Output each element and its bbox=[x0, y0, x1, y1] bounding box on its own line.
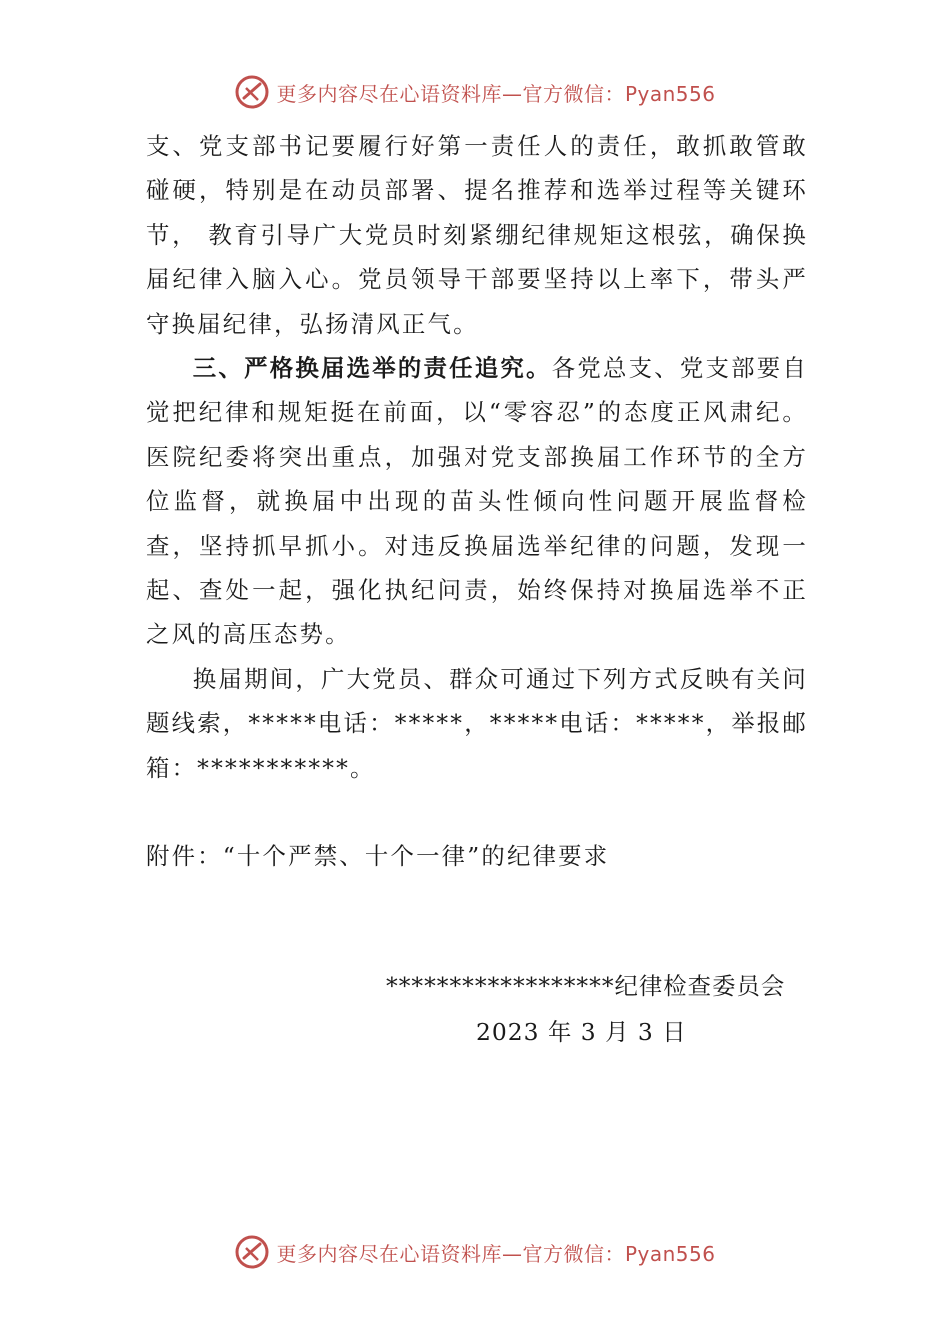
brand-logo-icon bbox=[234, 74, 270, 110]
watermark-text: 更多内容尽在心语资料库—官方微信：Pyan556 bbox=[276, 1241, 716, 1266]
section-heading: 三、严格换届选举的责任追究。 bbox=[192, 354, 552, 383]
attachment-line: 附件：“十个严禁、十个一律”的纪律要求 bbox=[146, 842, 610, 871]
paragraph-1: 支、党支部书记要履行好第一责任人的责任，敢抓敢管敢碰硬，特别是在动员部署、提名推荐和选举过程等关键环节， 教育引导广大党员时刻紧绷纪律规矩这根弦，确保换届纪律入脑入心。党员领导干部要坚持以上率下，带头严守换届纪律，弘扬清风正气。 bbox=[146, 132, 808, 338]
footer-watermark bbox=[0, 1232, 950, 1272]
paragraph-2 bbox=[146, 346, 808, 657]
signature-date: 2023 年 3 月 3 日 bbox=[476, 1018, 687, 1046]
paragraph-3: 换届期间，广大党员、群众可通过下列方式反映有关问题线索，*****电话：*****，*****电话：*****，举报邮箱：***********。 bbox=[146, 664, 808, 782]
watermark-text: 更多内容尽在心语资料库—官方微信：Pyan556 bbox=[276, 81, 716, 106]
paragraph-2-text: 各党总支、党支部要自觉把纪律和规矩挺在前面，以“零容忍”的态度正风肃纪。 医院纪委将突出重点，加强对党支部换届工作环节的全方位监督，就换届中出现的苗头性倾向性问题开展监督检查，坚持抓早抓小。对违反换届选举纪律的问题，发现一起、查处一起，强化执纪问责，始终保持对换届选举不正之风的高压态势。 bbox=[146, 354, 808, 649]
header-watermark bbox=[0, 72, 950, 112]
signature-organization: ******************纪律检查委员会 bbox=[386, 972, 786, 1000]
brand-logo-icon bbox=[234, 1234, 270, 1270]
document-body bbox=[146, 124, 808, 879]
